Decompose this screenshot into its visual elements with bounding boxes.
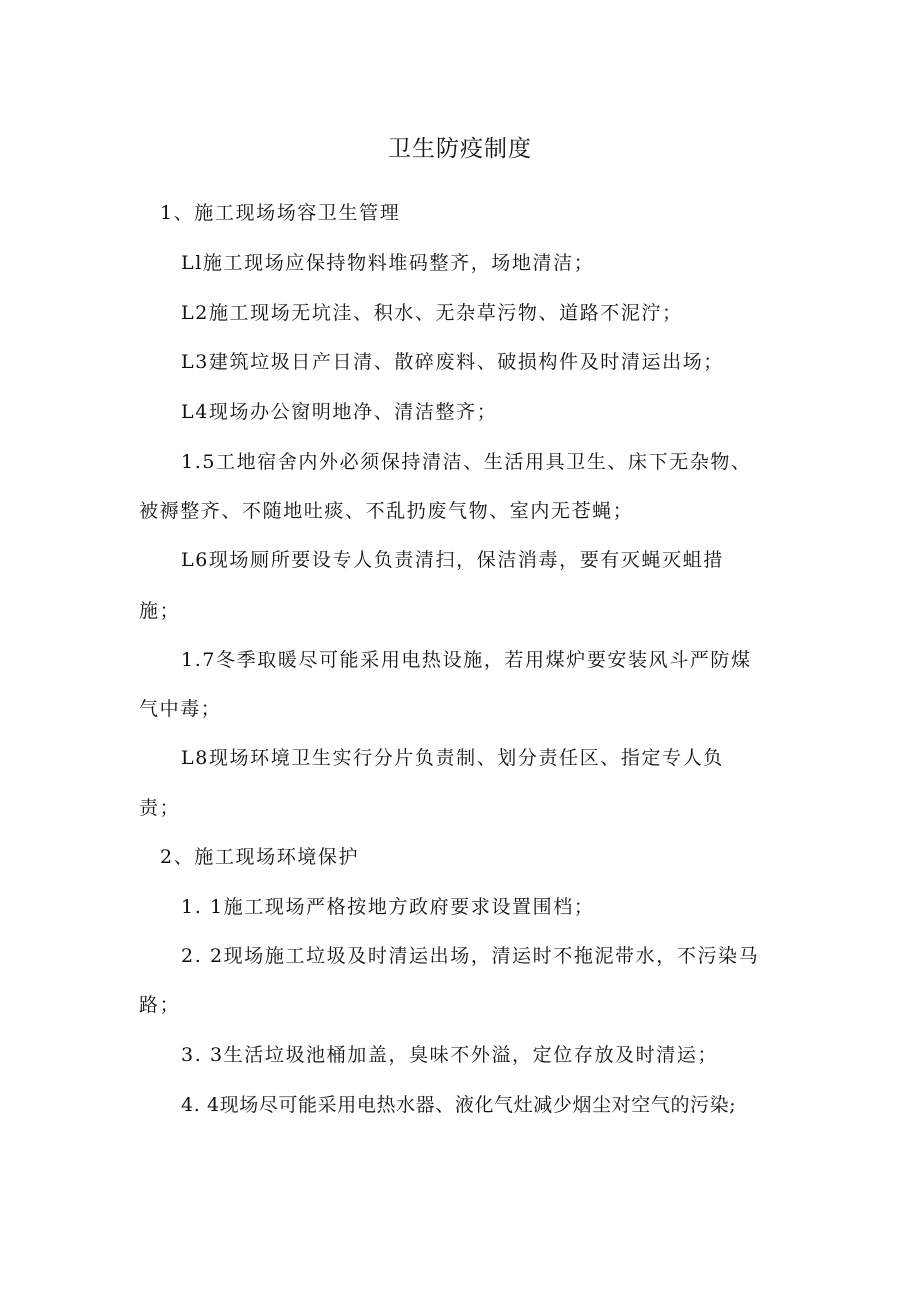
list-item: L3建筑垃圾日产日清、散碎废料、破损构件及时清运出场； (181, 351, 724, 373)
section-heading: 2、施工现场环境保护 (160, 846, 360, 868)
list-item: 3. 3生活垃圾池桶加盖，臭味不外溢，定位存放及时清运； (181, 1044, 719, 1066)
document-title: 卫生防疫制度 (388, 136, 532, 162)
list-item-continuation: 路； (139, 994, 181, 1016)
list-item: 1.5工地宿舍内外必须保持清洁、生活用具卫生、床下无杂物、 (181, 451, 752, 473)
list-item: 4. 4现场尽可能采用电热水器、液化气灶减少烟尘对空气的污染; (181, 1094, 737, 1116)
list-item-continuation: 被褥整齐、不随地吐痰、不乱扔废气物、室内无苍蝇； (139, 500, 634, 522)
section-heading: 1、施工现场场容卫生管理 (160, 202, 401, 224)
list-item: L4现场办公窗明地净、清洁整齐； (181, 401, 498, 423)
list-item: 1. 1施工现场严格按地方政府要求设置围档； (181, 896, 595, 918)
list-item: L2施工现场无坑洼、积水、无杂草污物、道路不泥泞； (181, 302, 683, 324)
list-item: L6现场厕所要设专人负责清扫，保洁消毒，要有灭蝇灭蛆措 (181, 549, 724, 571)
list-item: Ll施工现场应保持物料堆码整齐，场地清洁； (181, 252, 595, 274)
list-item: 2. 2现场施工垃圾及时清运出场，清运时不拖泥带水，不污染马 (181, 945, 760, 967)
list-item: L8现场环境卫生实行分片负责制、划分责任区、指定专人负 (181, 747, 724, 769)
list-item-continuation: 气中毒； (139, 698, 222, 720)
list-item-continuation: 责； (139, 797, 181, 819)
list-item-continuation: 施； (139, 600, 181, 622)
list-item: 1.7冬季取暖尽可能采用电热设施，若用煤炉要安装风斗严防煤 (181, 649, 752, 671)
